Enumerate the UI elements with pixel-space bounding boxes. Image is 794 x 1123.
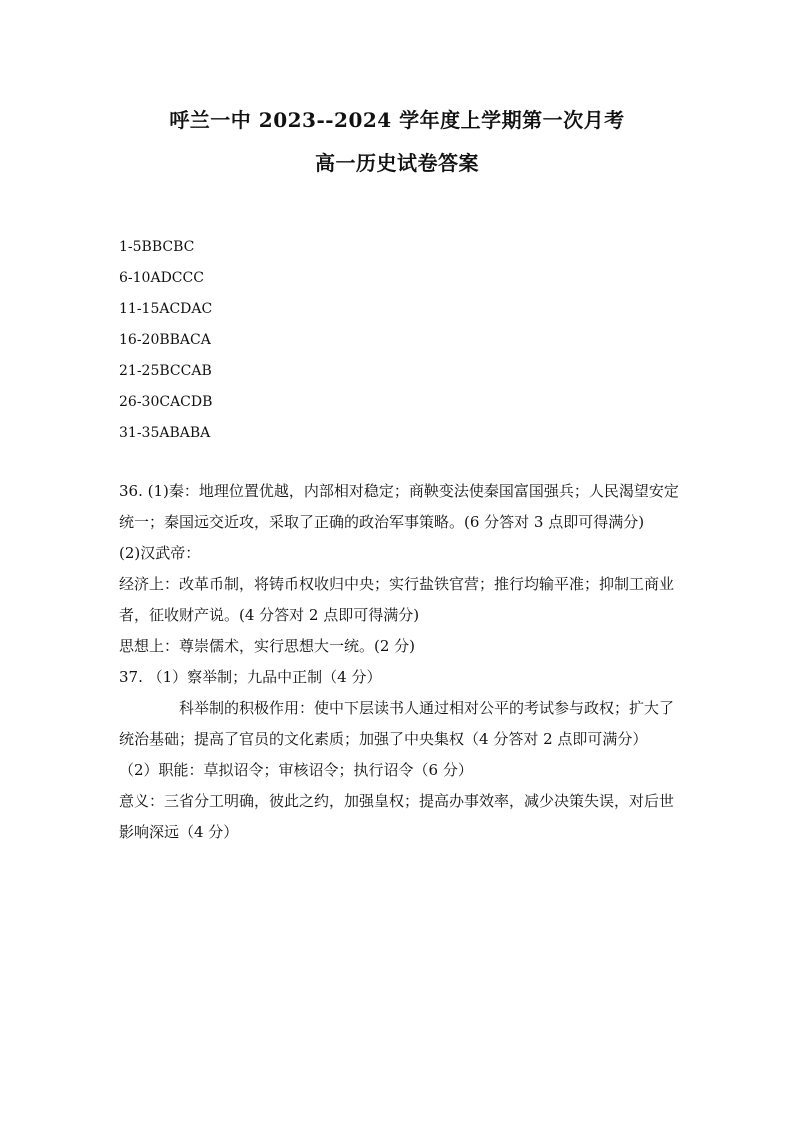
choice-answer-line: 21-25BCCAB — [119, 363, 212, 379]
essay-answers — [119, 476, 679, 848]
exam-subtitle: 高一历史试卷答案 — [315, 151, 479, 175]
choice-answer-line: 6-10ADCCC — [119, 270, 204, 286]
q36-part2-heading: (2)汉武帝： — [119, 544, 201, 562]
choice-answer-line: 26-30CACDB — [119, 394, 213, 410]
choice-answer-line: 11-15ACDAC — [119, 301, 213, 317]
q36-part1: 36. (1)秦：地理位置优越，内部相对稳定；商鞅变法使秦国富国强兵；人民渴望安定统一；秦国远交近攻，采取了正确的政治军事策略。(6 分答对 3 点即可得满分) — [119, 482, 679, 531]
choice-answer-line: 16-20BBACA — [119, 332, 211, 348]
q36-economy: 经济上：改革币制，将铸币权收归中央；实行盐铁官营；推行均输平准；抑制工商业者，征收财产说。(4 分答对 2 点即可得满分) — [119, 575, 675, 624]
choice-answer-list — [119, 237, 212, 454]
q36-thought: 思想上：尊崇儒术，实行思想大一统。(2 分) — [119, 637, 416, 655]
q37-keju: 科举制的积极作用：使中下层读书人通过相对公平的考试参与政权；扩大了统治基础；提高了官员的文化素质；加强了中央集权（4 分答对 2 点即可满分） — [119, 699, 675, 748]
choice-answer-line: 31-35ABABA — [119, 425, 211, 441]
exam-title: 呼兰一中 2023--2024 学年度上学期第一次月考 — [169, 108, 625, 132]
q37-significance: 意义：三省分工明确，彼此之约，加强皇权；提高办事效率，减少决策失误，对后世影响深远（4 分） — [119, 792, 675, 841]
q37-part1: 37. （1）察举制；九品中正制（4 分） — [119, 668, 382, 686]
choice-answer-line: 1-5BBCBC — [119, 239, 195, 255]
q37-part2-function: （2）职能：草拟诏令；审核诏令；执行诏令（6 分） — [119, 761, 473, 779]
